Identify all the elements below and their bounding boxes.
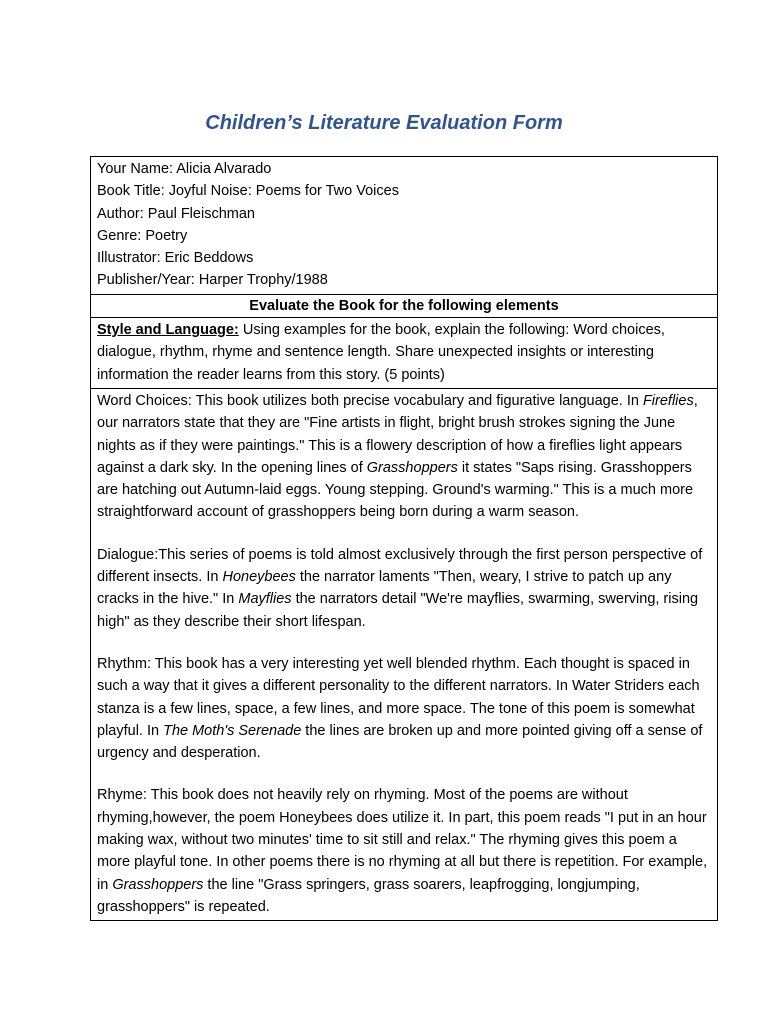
word-choices-text-1: Word Choices: This book utilizes both precise vocabulary and figurative language. In	[97, 392, 643, 409]
prompt-label: Style and Language:	[97, 322, 239, 339]
dialogue-text-1: Dialogue:This series of poems is told almost exclusively through the first person perspective of different insects. In	[97, 546, 703, 586]
poem-title-moths-serenade: The Moth's Serenade	[163, 722, 302, 739]
book-title-line: Book Title: Joyful Noise: Poems for Two Voices	[97, 183, 399, 200]
prompt-text: Using examples for the book, explain the following: Word choices, dialogue, rhythm, rhyme and sentence length. Share unexpected insights or interesting information the reader learns from this story. (5 points)	[97, 322, 665, 383]
rhyme-text-2: the line "Grass springers, grass soarers, leapfrogging, longjumping, grasshoppers" is repeated.	[97, 876, 640, 915]
poem-title-grasshoppers-2: Grasshoppers	[112, 876, 204, 893]
poem-title-mayflies: Mayflies	[238, 591, 292, 608]
rhyme-text-1: Rhyme: This book does not heavily rely on rhyming. Most of the poems are without rhyming,however, the poem Honeybees does utilize it. In part, this poem reads "I put in an hour making wax, without two minutes' time to sit still and relax." The rhyming gives this poem a more playful tone. In other poems there is no rhyming at all but there is repetition. For example, in	[97, 787, 708, 893]
form-title: Children’s Literature Evaluation Form	[205, 112, 563, 134]
evaluation-table	[90, 156, 718, 921]
prompt-cell	[91, 318, 717, 389]
your-name-line: Your Name: Alicia Alvarado	[97, 161, 272, 177]
rhythm-text-1: Rhythm: This book has a very interesting yet well blended rhythm. Each thought is spaced in such a way that it gives a different personality to the different narrators. In Water Striders each stanza is a few lines, space, a few lines, and more space. The tone of this poem is somewhat playful. In	[97, 655, 700, 739]
dialogue-paragraph	[97, 544, 711, 633]
genre-line: Genre: Poetry	[97, 227, 188, 244]
word-choices-text-2: , our narrators state that they are "Fine artists in flight, bright brush strokes signing the June nights as if they were paintings." This is a flowery description of how a fireflies light appears against a dark sky. In the opening lines of	[97, 392, 698, 476]
publisher-year-line: Publisher/Year: Harper Trophy/1988	[97, 272, 328, 289]
rhythm-paragraph	[97, 653, 711, 764]
word-choices-paragraph	[97, 390, 711, 524]
word-choices-text-3: it states "Saps rising. Grasshoppers are hatching out Autumn-laid eggs. Young stepping. Ground's warming." This is a much more straightforward account of grasshoppers being born during a warm season.	[97, 459, 694, 521]
illustrator-line: Illustrator: Eric Beddows	[97, 250, 254, 267]
section-header: Evaluate the Book for the following elements	[91, 295, 717, 318]
poem-title-grasshoppers: Grasshoppers	[366, 459, 458, 476]
dialogue-text-3: the narrators detail "We're mayflies, swarming, swerving, rising high" as they describe their short lifespan.	[97, 591, 699, 630]
dialogue-text-2: the narrator laments "Then, weary, I strive to patch up any cracks in the hive." In	[97, 569, 672, 608]
poem-title-honeybees: Honeybees	[222, 569, 296, 586]
answer-cell	[91, 389, 717, 920]
rhythm-text-2: the lines are broken up and more pointed giving off a sense of urgency and desperation.	[97, 722, 703, 762]
poem-title-fireflies: Fireflies	[642, 392, 694, 409]
author-line: Author: Paul Fleischman	[97, 205, 255, 222]
rhyme-paragraph	[97, 784, 711, 918]
book-info-cell	[91, 157, 717, 295]
